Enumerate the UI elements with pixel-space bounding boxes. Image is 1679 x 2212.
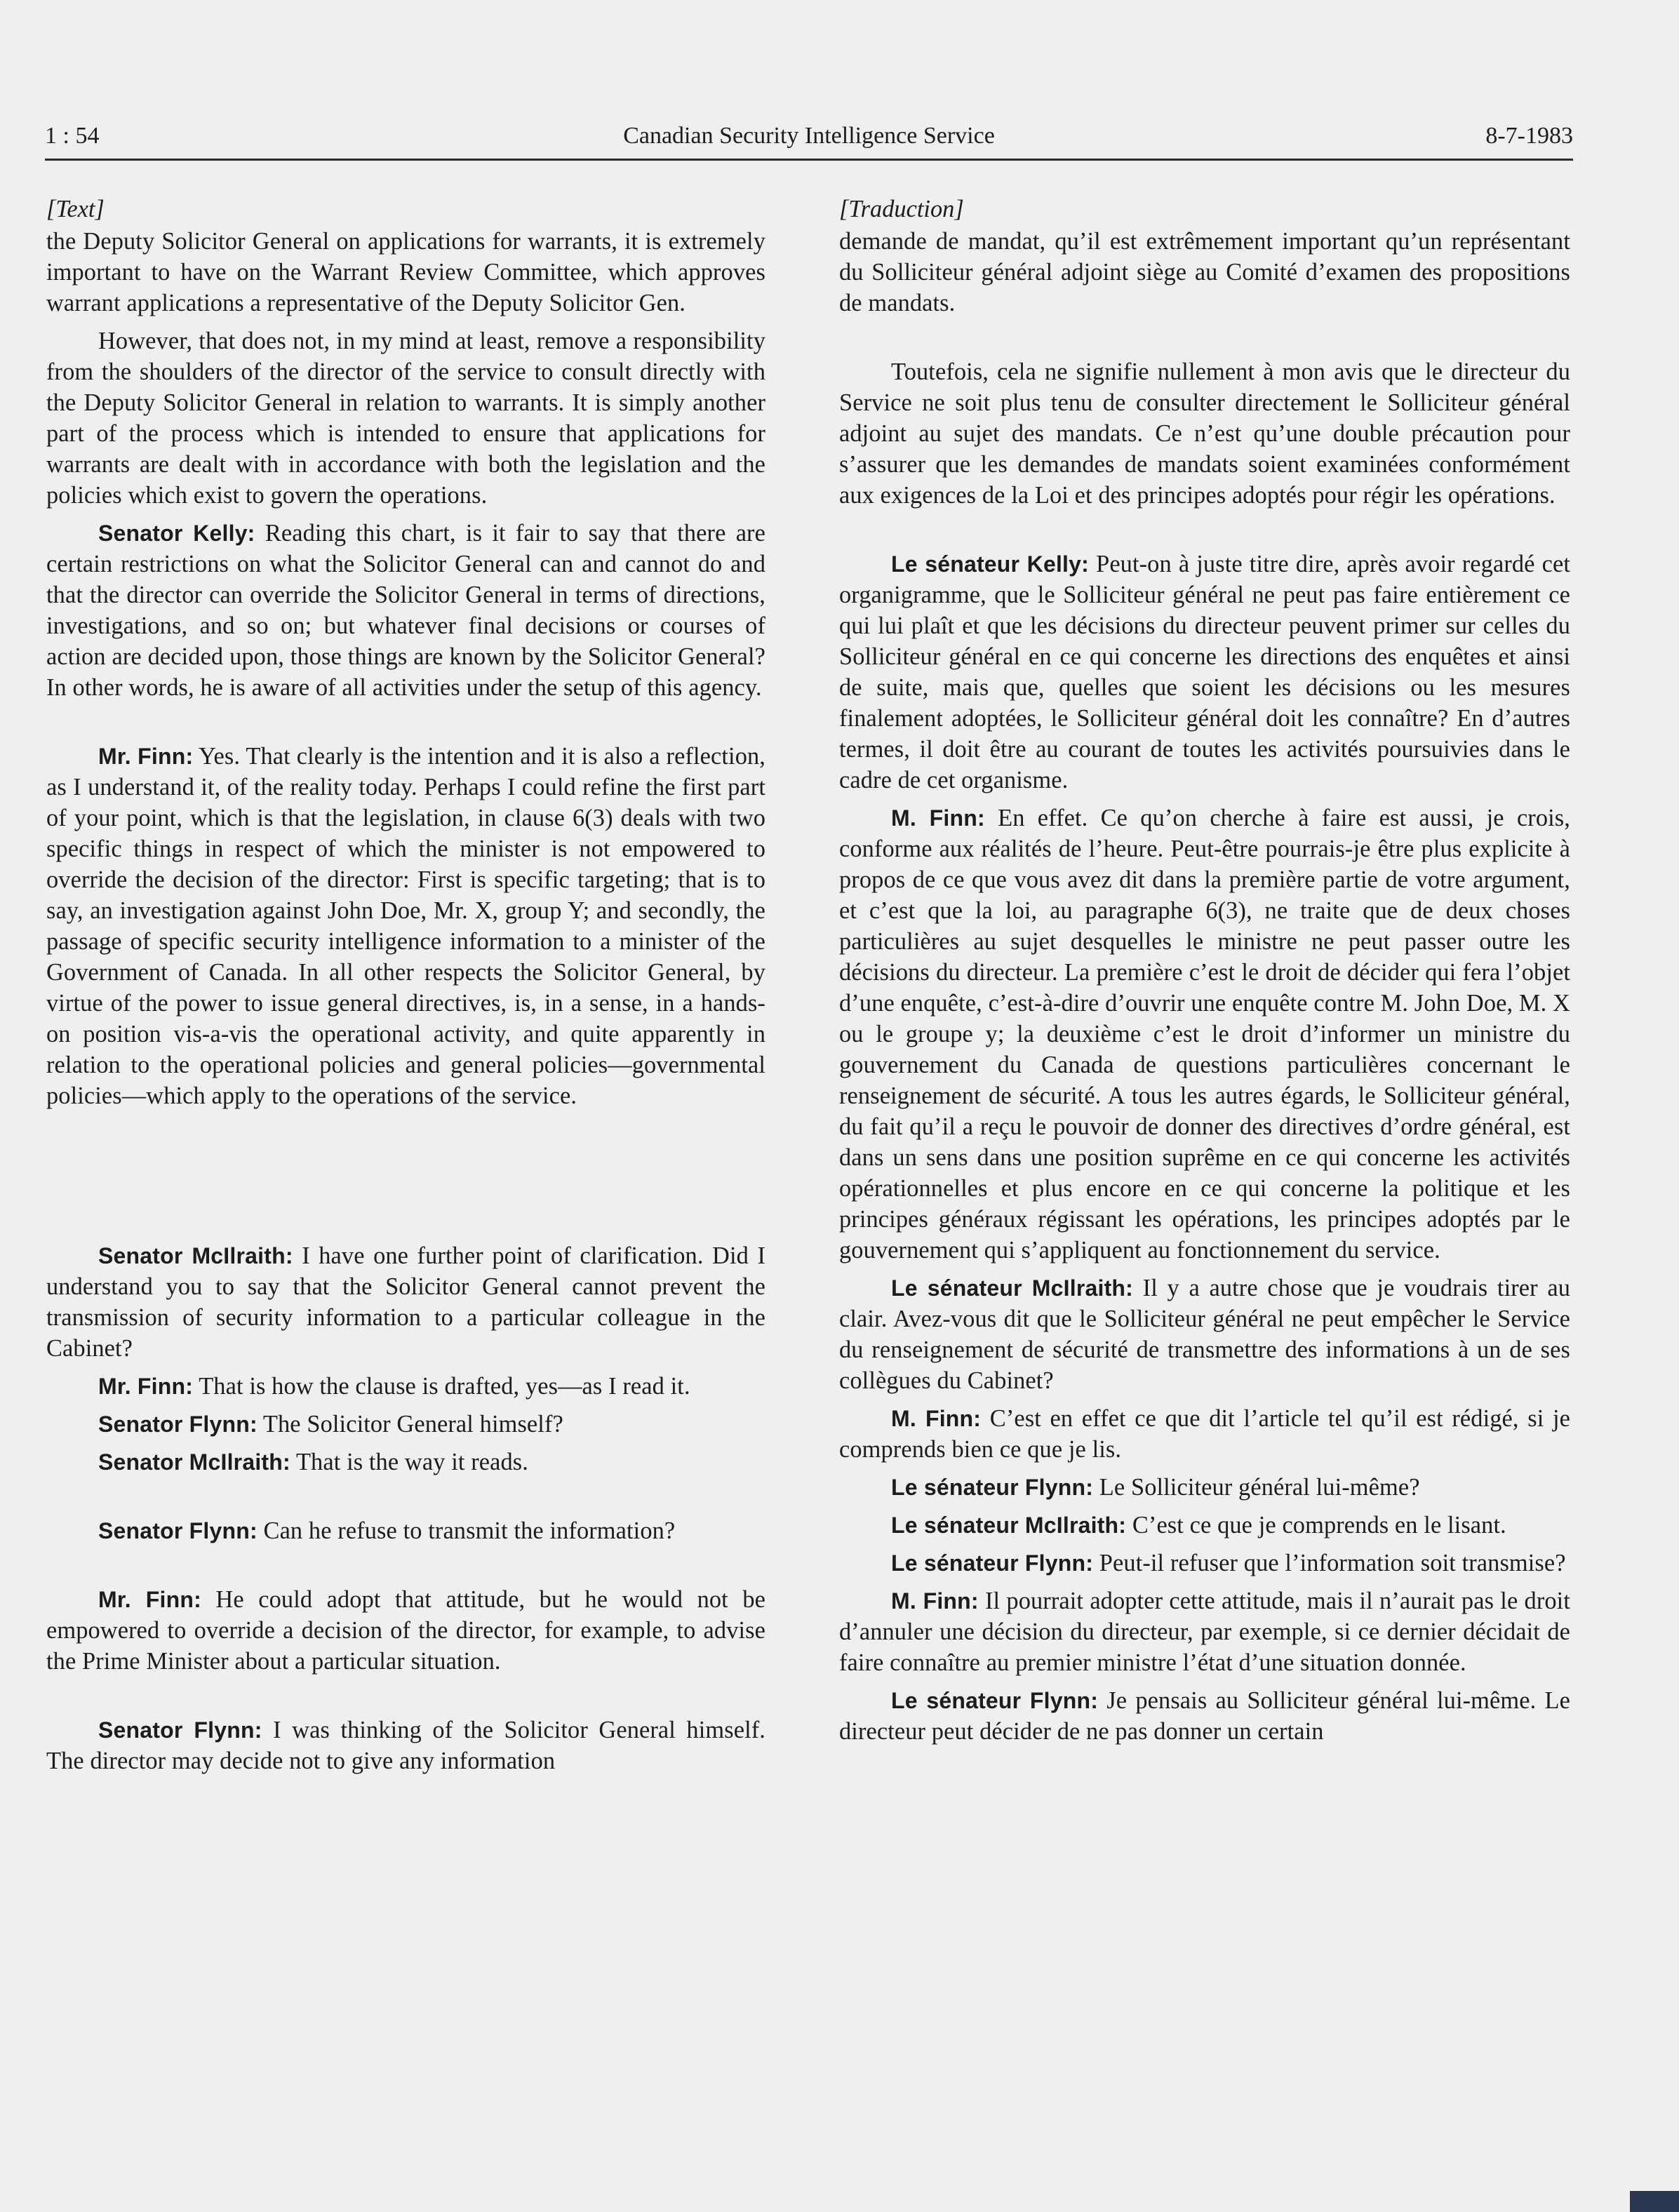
paragraph [46, 1371, 765, 1402]
speaker-name: Le sénateur Kelly: [891, 551, 1090, 577]
paragraph [46, 1447, 765, 1477]
paragraph [839, 1403, 1570, 1465]
paragraph-text: He could adopt that attitude, but he would not be empowered to override a decision of the director, for example, to advise the Prime Minister about a particular situation. [46, 1586, 765, 1675]
paragraph-text: That is how the clause is drafted, yes—as I read it. [193, 1373, 690, 1400]
paragraph-text: Yes. That clearly is the intention and it is also a reflection, as I understand it, of the reality today. Perhaps I could refine the first part of your point, which is that the legislation, in clause 6(3) deals with two specific things in respect of which the minister is not empowered to override the decision of the director: First is specific targeting; that is to say, an investigation against John Doe, Mr. X, group Y; and secondly, the passage of specific security intelligence information to a minister of the Government of Canada. In all other respects the Solicitor General, by virtue of the power to issue general directives, is, in a sense, in a hands-on position vis-a-vis the operational activity, and quite apparently in relation to the operational policies and general policies—governmental policies—which apply to the operations of the service. [46, 743, 765, 1109]
paragraph-text: Reading this chart, is it fair to say that there are certain restrictions on what the Solicitor General can and cannot do and that the director can override the Solicitor General in terms of directions, investigations, and so on; but whatever final decisions or courses of action are decided upon, those things are known by the Solicitor General? In other words, he is aware of all activities under the setup of this agency. [46, 520, 765, 701]
paragraph-text: Il y a autre chose que je voudrais tirer au clair. Avez-vous dit que le Solliciteur général ne peut empêcher le Service du renseignement de sécurité de transmettre des informations à un de ses collègues du Cabinet? [839, 1275, 1570, 1394]
sitting-date: 8-7-1983 [1485, 123, 1573, 149]
paragraph-text: That is the way it reads. [290, 1449, 528, 1475]
page-header [45, 119, 1573, 161]
speaker-name: Senator Flynn: [98, 1717, 262, 1743]
paragraph-text: Le Solliciteur général lui-même? [1093, 1474, 1420, 1501]
paragraph [839, 1510, 1570, 1541]
column-label: [Traduction] [839, 196, 964, 222]
paragraph [46, 741, 765, 1111]
paragraph-text: demande de mandat, qu’il est extrêmement important qu’un représentant du Solliciteur général adjoint siège au Comité d’examen des propositions de mandats. [839, 228, 1570, 316]
speaker-name: M. Finn: [891, 1406, 982, 1431]
speaker-name: Le sénateur Flynn: [891, 1475, 1094, 1500]
paragraph-text: C’est en effet ce que dit l’article tel qu’il est rédigé, si je comprends bien ce que je lis. [839, 1405, 1570, 1463]
speaker-name: Senator McIlraith: [98, 1449, 290, 1475]
paragraph-text: Il pourrait adopter cette attitude, mais il n’aurait pas le droit d’annuler une décision du directeur, par exemple, si ce dernier décidait de faire connaître au premier ministre l’état d’une situation donnée. [839, 1588, 1570, 1676]
french-column [839, 194, 1570, 1747]
speaker-name: Senator Kelly: [98, 521, 255, 546]
speaker-name: Mr. Finn: [98, 744, 194, 769]
speaker-name: Mr. Finn: [98, 1587, 201, 1612]
speaker-name: Senator Flynn: [98, 1412, 257, 1437]
paragraph-text: Peut-il refuser que l’information soit transmise? [1093, 1550, 1566, 1576]
paragraph-text: I have one further point of clarification. Did I understand you to say that the Solicitor General cannot prevent the transmission of security information to a particular colleague in the Cabinet? [46, 1242, 765, 1362]
paragraph [46, 326, 765, 511]
speaker-name: Le sénateur Flynn: [891, 1688, 1099, 1713]
speaker-name: M. Finn: [891, 805, 985, 831]
speaker-name: Le sénateur McIlraith: [891, 1513, 1127, 1538]
paragraph [839, 1548, 1570, 1578]
paragraph [839, 1273, 1570, 1396]
paragraph [46, 1240, 765, 1364]
paragraph-text: C’est ce que je comprends en le lisant. [1126, 1512, 1506, 1539]
paragraph [839, 356, 1570, 511]
scan-edge-mark [1630, 2191, 1679, 2212]
paragraph-text: the Deputy Solicitor General on applications for warrants, it is extremely important to have on the Warrant Review Committee, which approves warrant applications a representative of the Deputy Solicitor Gen. [46, 228, 765, 316]
paragraph [839, 549, 1570, 796]
paragraph-text: Can he refuse to transmit the information? [257, 1517, 676, 1544]
english-column [46, 194, 765, 1776]
paragraph-text: However, that does not, in my mind at least, remove a responsibility from the shoulders of the director of the service to consult directly with the Deputy Solicitor General in relation to warrants. It is simply another part of the process which is intended to ensure that applications for warrants are dealt with in accordance with both the legislation and the policies which exist to govern the operations. [46, 328, 765, 509]
speaker-name: Mr. Finn: [98, 1374, 194, 1399]
paragraph [46, 1715, 765, 1776]
paragraph-text: I was thinking of the Solicitor General himself. The director may decide not to give any information [46, 1717, 765, 1774]
paragraph-text: Je pensais au Solliciteur général lui-même. Le directeur peut décider de ne pas donner un certain [839, 1687, 1570, 1745]
paragraph [46, 1584, 765, 1677]
paragraph [46, 518, 765, 703]
paragraph-text: Toutefois, cela ne signifie nullement à mon avis que le directeur du Service ne soit plus tenu de consulter directement le Solliciteur général adjoint au sujet des mandats. Ce n’est qu’une double précaution pour s’assurer que les demandes de mandats soient examinées conformément aux exigences de la Loi et des principes adoptés pour régir les opérations. [839, 358, 1570, 509]
speaker-name: M. Finn: [891, 1588, 979, 1614]
paragraph [839, 1685, 1570, 1747]
paragraph [46, 226, 765, 319]
paragraph [839, 1586, 1570, 1678]
running-title: Canadian Security Intelligence Service [623, 123, 995, 149]
speaker-name: Le sénateur Flynn: [891, 1550, 1094, 1576]
paragraph [839, 226, 1570, 319]
paragraph-text: Peut-on à juste titre dire, après avoir regardé cet organigramme, que le Solliciteur général ne peut pas faire entièrement ce qui lui plaît et que les décisions du directeur peuvent primer sur celles du Solliciteur général en ce qui concerne les directions des enquêtes et ainsi de suite, mais que, quelles que soient les décisions ou les mesures finalement adoptées, le Solliciteur général doit les connaître? En d’autres termes, il doit être au courant de toutes les activités poursuivies dans le cadre de cet organisme. [839, 551, 1570, 793]
paragraph [46, 1409, 765, 1440]
paragraph-text: En effet. Ce qu’on cherche à faire est aussi, je crois, conforme aux réalités de l’heure. Peut-être pourrais-je être plus explicite à propos de ce que vous avez dit dans la première partie de votre argument, et c’est que la loi, au paragraphe 6(3), ne traite que de deux choses particulières au sujet desquelles le ministre ne peut passer outre les décisions du directeur. La première c’est le droit de décider qui fera l’objet d’une enquête, c’est-à-dire d’ouvrir une enquête contre M. John Doe, M. X ou le groupe y; la deuxième c’est le droit d’informer un ministre du gouvernement du Canada de questions particulières concernant le renseignement de sécurité. A tous les autres égards, le Solliciteur général, du fait qu’il a reçu le pouvoir de donner des directives d’ordre général, est dans un sens dans une position suprême en ce qui concerne les activités opérationnelles et plus encore en ce qui concerne la politique et les principes généraux régissant les opérations, les principes adoptés par le gouvernement qui s’appliquent au fonctionnement du service. [839, 805, 1570, 1263]
paragraph [46, 1515, 765, 1546]
column-label: [Text] [46, 196, 105, 222]
paragraph [839, 803, 1570, 1266]
paragraph [839, 1472, 1570, 1503]
speaker-name: Senator Flynn: [98, 1518, 257, 1543]
speaker-name: Le sénateur McIlraith: [891, 1275, 1134, 1301]
page-number: 1 : 54 [45, 123, 100, 149]
paragraph-text: The Solicitor General himself? [257, 1411, 563, 1437]
speaker-name: Senator McIlraith: [98, 1243, 293, 1268]
